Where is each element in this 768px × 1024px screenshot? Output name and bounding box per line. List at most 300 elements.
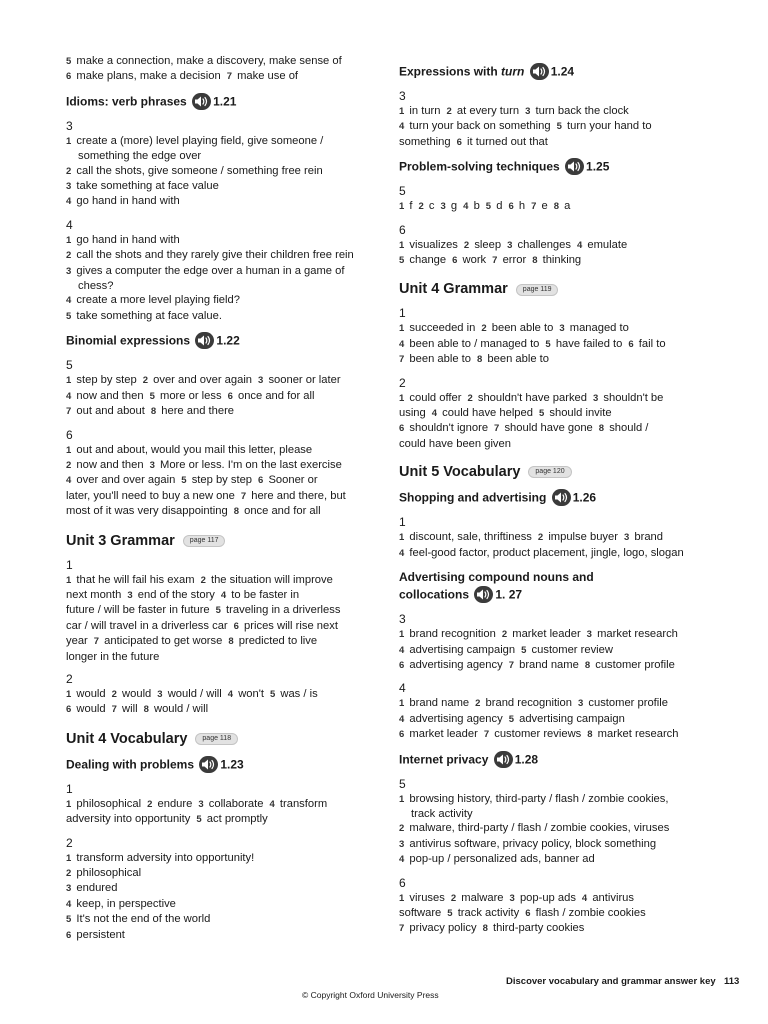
item-number: 3 [258, 375, 264, 387]
item-number: 7 [399, 923, 405, 935]
answer-text: brand [634, 531, 663, 544]
section-heading [399, 490, 719, 507]
item-number: 7 [111, 704, 117, 716]
item-number: 1 [399, 392, 405, 404]
item-number: 1 [399, 201, 405, 213]
item-number: 3 [509, 892, 515, 904]
item-number: 6 [227, 390, 233, 402]
item-number: 4 [66, 390, 72, 402]
exercise-number: 6 [399, 222, 406, 237]
answer-line [399, 712, 719, 727]
answer-line [399, 852, 719, 867]
answer-text: philosophical [76, 867, 142, 879]
exercise-number: 5 [66, 358, 73, 373]
heading-text: Binomial expressions [66, 333, 191, 348]
item-number: 4 [66, 295, 72, 307]
answer-text: market leader [512, 628, 581, 641]
answer-line [399, 391, 719, 406]
answer-text: visualizes [409, 238, 458, 251]
answer-line [399, 891, 719, 906]
item-number: 4 [269, 798, 275, 810]
item-number: 5 [66, 914, 72, 926]
answer-text: could offer [409, 391, 462, 404]
answer-text: next month [66, 588, 122, 601]
answer-line [66, 797, 376, 812]
answer-text: traveling in a driverless [226, 604, 341, 617]
item-number: 2 [66, 459, 72, 471]
item-number: 4 [66, 475, 72, 487]
answer-text: third-party cookies [492, 922, 585, 935]
item-number: 3 [586, 629, 592, 641]
item-number: 4 [66, 196, 72, 208]
answer-text: f [409, 200, 413, 213]
answer-text: should have gone [504, 422, 593, 435]
item-number: 2 [111, 688, 117, 700]
exercise-number: 4 [66, 217, 73, 232]
answer-line-wrapped [399, 135, 719, 150]
unit-heading [399, 280, 719, 298]
answer-text: take something at face value [76, 180, 219, 193]
item-number: 3 [507, 239, 513, 251]
audio-track-number: 1. 27 [495, 587, 523, 602]
answer-text: c [428, 200, 435, 213]
item-number: 3 [157, 688, 163, 700]
item-number: 2 [66, 250, 72, 262]
answer-line [66, 164, 376, 179]
item-number: 2 [481, 323, 487, 335]
answer-text: the situation will improve [210, 573, 333, 586]
item-number: 3 [66, 265, 72, 277]
item-number: 5 [485, 201, 492, 213]
answer-text: d [496, 200, 503, 213]
item-number: 5 [521, 644, 527, 656]
answer-text: brand name [409, 697, 470, 710]
item-number: 1 [66, 852, 72, 864]
answer-line [66, 928, 376, 943]
answer-text: now and then [76, 458, 144, 471]
section-heading [399, 159, 719, 176]
item-number: 4 [66, 898, 72, 910]
answer-line [399, 238, 719, 253]
speaker-audio-icon[interactable] [565, 158, 584, 175]
section-heading [66, 757, 376, 774]
answer-text: car / will travel in a driverless car [66, 619, 228, 632]
item-number: 2 [142, 375, 149, 387]
answer-line [399, 530, 719, 545]
answer-text: b [473, 200, 480, 213]
unit-title: Unit 4 Grammar [399, 281, 508, 298]
answer-line [399, 627, 719, 642]
item-number: 2 [399, 823, 405, 835]
item-number: 7 [508, 659, 514, 671]
answer-text: challenges [517, 238, 571, 251]
unit-heading [66, 532, 376, 550]
answer-text: go hand in hand with [76, 233, 180, 246]
answer-line [66, 373, 376, 388]
exercise-number: 1 [66, 557, 73, 572]
answer-text: customer reviews [494, 728, 582, 741]
item-number: 4 [399, 644, 405, 656]
answer-text: endure [157, 797, 193, 810]
page-reference-badge[interactable]: page 120 [528, 466, 571, 478]
answer-text: customer profile [595, 658, 675, 671]
item-number: 2 [66, 868, 72, 879]
answer-text: e [541, 200, 548, 213]
item-number: 8 [228, 636, 234, 648]
answer-text: here and there [161, 405, 235, 418]
answer-text: feel-good factor, product placement, jingle, logo, slogan [409, 546, 684, 559]
answer-text: flash / zombie cookies [535, 906, 646, 919]
item-number: 1 [399, 698, 405, 710]
item-number: 7 [226, 71, 232, 83]
audio-track-number: 1.23 [220, 757, 244, 772]
page-reference-badge[interactable]: page 117 [183, 535, 226, 547]
speaker-audio-icon[interactable] [474, 586, 493, 603]
answer-text: advertising campaign [519, 712, 625, 725]
answer-text: been able to [409, 353, 471, 366]
unit-title: Unit 5 Vocabulary [399, 464, 521, 481]
item-number: 5 [447, 907, 453, 919]
answer-text: pop-up ads [519, 891, 576, 904]
item-number: 6 [399, 659, 405, 671]
item-number: 1 [66, 135, 72, 147]
answer-text: pop-up / personalized ads, banner ad [409, 853, 595, 866]
answer-line [66, 264, 376, 279]
answer-text: advertising agency [409, 712, 503, 725]
answer-text: out and about [76, 405, 145, 418]
answer-text: would / will [167, 687, 222, 700]
answer-text: browsing history, third-party / flash / zombie cookies, [409, 792, 669, 805]
answer-text: brand recognition [485, 697, 572, 710]
answer-text: shouldn't be [603, 391, 664, 404]
item-number: 5 [556, 121, 562, 133]
answer-line-wrapped [399, 906, 719, 921]
exercise-number: 3 [399, 89, 406, 103]
answer-text: market research [597, 628, 678, 641]
answer-text: go hand in hand with [76, 195, 180, 208]
answer-text: adversity into opportunity [66, 813, 191, 826]
item-number: 1 [66, 688, 72, 700]
item-number: 4 [431, 408, 438, 420]
answer-text: call the shots, give someone / something free rein [76, 164, 323, 177]
answer-text: shouldn't have parked [477, 391, 587, 404]
answer-text: advertising campaign [409, 643, 516, 656]
answer-line-wrapped [66, 619, 376, 634]
answer-text: year [66, 635, 88, 648]
item-number: 5 [196, 814, 202, 826]
item-number: 2 [66, 165, 72, 177]
answer-text: here and there, but [251, 489, 346, 502]
answer-line [66, 573, 376, 588]
answer-text: have failed to [555, 337, 623, 350]
item-number: 7 [93, 636, 100, 648]
item-number: 6 [233, 620, 239, 632]
item-number: 4 [220, 589, 227, 601]
answer-text: make plans, make a decision [76, 70, 221, 83]
item-number: 6 [525, 907, 531, 919]
answer-text: sooner or later [268, 374, 341, 387]
answer-text: should / [609, 422, 649, 435]
answer-line [399, 199, 719, 214]
audio-track-number: 1.25 [586, 159, 610, 174]
item-number: 3 [399, 838, 405, 850]
item-number: 2 [467, 392, 473, 404]
page-number: 113 [724, 976, 740, 987]
answer-line-wrapped [66, 603, 376, 618]
answer-line [399, 837, 719, 852]
heading-text: Advertising compound nouns and [399, 570, 594, 585]
item-number: 1 [66, 798, 72, 810]
answer-text: collaborate [208, 797, 264, 810]
answer-text: was / is [280, 687, 318, 700]
answer-text: something [399, 135, 451, 148]
answer-line [399, 792, 719, 807]
answer-text: predicted to live [238, 635, 318, 648]
answer-text: would [76, 703, 106, 716]
answer-text: customer review [531, 643, 613, 656]
answer-text: step by step [191, 474, 253, 487]
section-heading [399, 752, 719, 769]
item-number: 8 [482, 923, 488, 935]
item-number: 4 [399, 338, 405, 350]
answer-text: turn your back on something [409, 120, 551, 133]
item-number: 5 [538, 408, 545, 420]
answer-text: thinking [542, 254, 582, 267]
item-number: 5 [149, 390, 155, 402]
item-number: 8 [143, 704, 149, 716]
heading-text: Problem-solving techniques [399, 159, 560, 174]
item-number: 4 [463, 201, 469, 213]
answer-text: h [518, 200, 526, 213]
answer-text: would / will [154, 703, 209, 716]
answer-text: over and over again [153, 374, 253, 387]
answer-text: that he will fail his exam [76, 573, 195, 586]
answer-text: take something at face value. [76, 309, 222, 322]
answer-line [399, 253, 719, 268]
answer-text: persistent [76, 928, 125, 941]
item-number: 8 [233, 506, 239, 518]
item-number: 6 [628, 338, 634, 350]
exercise-number: 2 [66, 835, 73, 850]
answer-text: fail to [638, 337, 666, 350]
answer-line [399, 546, 719, 561]
answer-text: track activity [457, 906, 520, 919]
answer-line [66, 443, 376, 458]
item-number: 8 [150, 406, 157, 418]
speaker-audio-icon[interactable] [530, 63, 549, 80]
answer-line-continued: track activity [411, 807, 473, 820]
answer-text: once and for all [237, 389, 315, 402]
footer-title: Discover vocabulary and grammar answer key [506, 976, 716, 987]
exercise-number: 5 [399, 184, 406, 199]
answer-line [66, 458, 376, 473]
answer-text: it turned out that [467, 135, 548, 148]
item-number: 5 [269, 688, 276, 700]
item-number: 6 [399, 729, 405, 741]
answer-text: over and over again [76, 474, 176, 487]
answer-text: more or less [160, 389, 222, 402]
answer-text: future / will be faster in future [66, 604, 210, 617]
answer-text: make a connection, make a discovery, make sense of [76, 55, 342, 67]
item-number: 6 [66, 929, 72, 941]
item-number: 6 [258, 475, 264, 487]
answer-line [399, 658, 719, 673]
answer-text: customer profile [588, 697, 668, 710]
answer-line [66, 194, 376, 209]
heading-text: Expressions with [399, 64, 502, 79]
item-number: 6 [508, 201, 514, 213]
unit-title: Unit 3 Grammar [66, 532, 175, 549]
item-number: 6 [66, 71, 72, 83]
answer-text: call the shots and they rarely give their children free rein [76, 249, 354, 262]
answer-line [66, 404, 376, 419]
answer-line [66, 134, 376, 149]
heading-text: turn [501, 64, 525, 79]
item-number: 7 [240, 490, 247, 502]
item-number: 5 [181, 475, 187, 487]
answer-text: malware, third-party / flash / zombie cookies, viruses [409, 822, 670, 835]
answer-text: will [122, 703, 138, 716]
answer-text: a [564, 200, 571, 213]
item-number: 4 [576, 239, 583, 251]
answer-line [399, 321, 719, 336]
answer-text: now and then [76, 389, 144, 402]
speaker-audio-icon[interactable] [192, 93, 211, 110]
item-number: 1 [399, 532, 405, 544]
item-number: 7 [66, 406, 72, 418]
audio-track-number: 1.26 [572, 490, 597, 505]
item-number: 5 [66, 310, 72, 322]
answer-text: turn your hand to [566, 120, 652, 133]
right-column [399, 54, 719, 937]
answer-text: privacy policy [409, 922, 477, 935]
heading-text: Internet privacy [399, 752, 489, 767]
answer-line [399, 337, 719, 352]
item-number: 5 [508, 713, 514, 725]
answer-text: once and for all [244, 505, 321, 518]
item-number: 6 [399, 423, 405, 435]
answer-text: g [450, 200, 458, 213]
answer-line [399, 119, 719, 134]
left-column [66, 54, 376, 943]
item-number: 7 [483, 729, 490, 741]
item-number: 8 [587, 729, 593, 741]
item-number: 1 [399, 239, 405, 251]
answer-text: software [399, 906, 442, 919]
answer-line-wrapped [66, 634, 376, 649]
answer-text: philosophical [76, 797, 142, 810]
item-number: 6 [456, 136, 462, 148]
answer-text: antivirus software, privacy policy, block something [409, 837, 657, 850]
answer-text: More or less. I'm on the last exercise [160, 458, 342, 471]
answer-text: won't [238, 687, 264, 700]
answer-line [66, 309, 376, 324]
item-number: 6 [66, 704, 72, 716]
item-number: 3 [525, 106, 531, 117]
answer-text: brand name [519, 658, 579, 671]
item-number: 7 [494, 423, 500, 435]
item-number: 2 [537, 532, 544, 544]
answer-text: step by step [76, 374, 137, 387]
item-number: 1 [66, 444, 72, 456]
answer-text: gives a computer the edge over a human in a game of [76, 264, 345, 277]
answer-text: antivirus [592, 891, 634, 904]
answer-line-wrapped [66, 588, 376, 603]
answer-text: market research [597, 728, 679, 741]
item-number: 1 [399, 892, 405, 904]
answer-text: create a more level playing field? [76, 294, 240, 307]
speaker-audio-icon[interactable] [494, 751, 513, 768]
answer-text: transform [279, 797, 328, 810]
answer-text: most of it was very disappointing [66, 505, 228, 518]
item-number: 4 [227, 688, 234, 700]
answer-text: endured [76, 882, 118, 895]
answer-text: viruses [409, 891, 445, 904]
answer-text: in turn [409, 105, 441, 117]
answer-text: shouldn't ignore [409, 422, 489, 435]
heading-text: collocations [399, 587, 470, 602]
answer-text: make use of [237, 70, 299, 83]
item-number: 3 [440, 201, 446, 213]
exercise-number: 2 [66, 671, 73, 686]
page-reference-badge[interactable]: page 118 [195, 733, 238, 745]
answer-text: Sooner or [268, 474, 318, 487]
item-number: 2 [200, 574, 206, 586]
item-number: 8 [584, 659, 591, 671]
answer-text: using [399, 407, 426, 420]
unit-heading [399, 463, 719, 481]
answer-text: managed to [569, 322, 629, 335]
item-number: 1 [399, 629, 405, 641]
answer-line-wrapped [66, 650, 376, 664]
answer-line [66, 702, 376, 717]
exercise-number: 3 [66, 118, 73, 133]
item-number: 4 [399, 713, 405, 725]
answer-line [399, 643, 719, 658]
section-heading [399, 570, 719, 585]
page-reference-badge[interactable]: page 119 [516, 284, 559, 296]
item-number: 3 [149, 459, 155, 471]
item-number: 4 [399, 547, 405, 559]
answer-line [66, 473, 376, 488]
answer-text: transform adversity into opportunity! [76, 851, 255, 864]
answer-text: been able to / managed to [409, 337, 540, 350]
item-number: 5 [545, 338, 551, 350]
item-number: 2 [463, 239, 470, 251]
exercise-number: 4 [399, 681, 406, 696]
speaker-audio-icon[interactable] [199, 756, 218, 773]
answer-text: been able to [487, 353, 549, 366]
answer-text: sleep [474, 238, 502, 251]
item-number: 3 [559, 323, 565, 335]
exercise-number: 6 [66, 427, 73, 442]
speaker-audio-icon[interactable] [552, 489, 571, 506]
answer-line-wrapped [66, 812, 376, 827]
answer-line [66, 233, 376, 248]
answer-line [66, 179, 376, 194]
heading-text: Idioms: verb phrases [66, 94, 187, 109]
exercise-number: 1 [399, 515, 406, 530]
answer-line [66, 687, 376, 702]
audio-track-number: 1.28 [514, 752, 539, 767]
item-number: 1 [66, 574, 72, 586]
exercise-number: 5 [399, 776, 406, 791]
answer-line-wrapped [399, 437, 719, 451]
speaker-audio-icon[interactable] [195, 332, 214, 349]
item-number: 2 [446, 106, 452, 117]
answer-line [66, 248, 376, 263]
answer-text: work [462, 254, 487, 267]
